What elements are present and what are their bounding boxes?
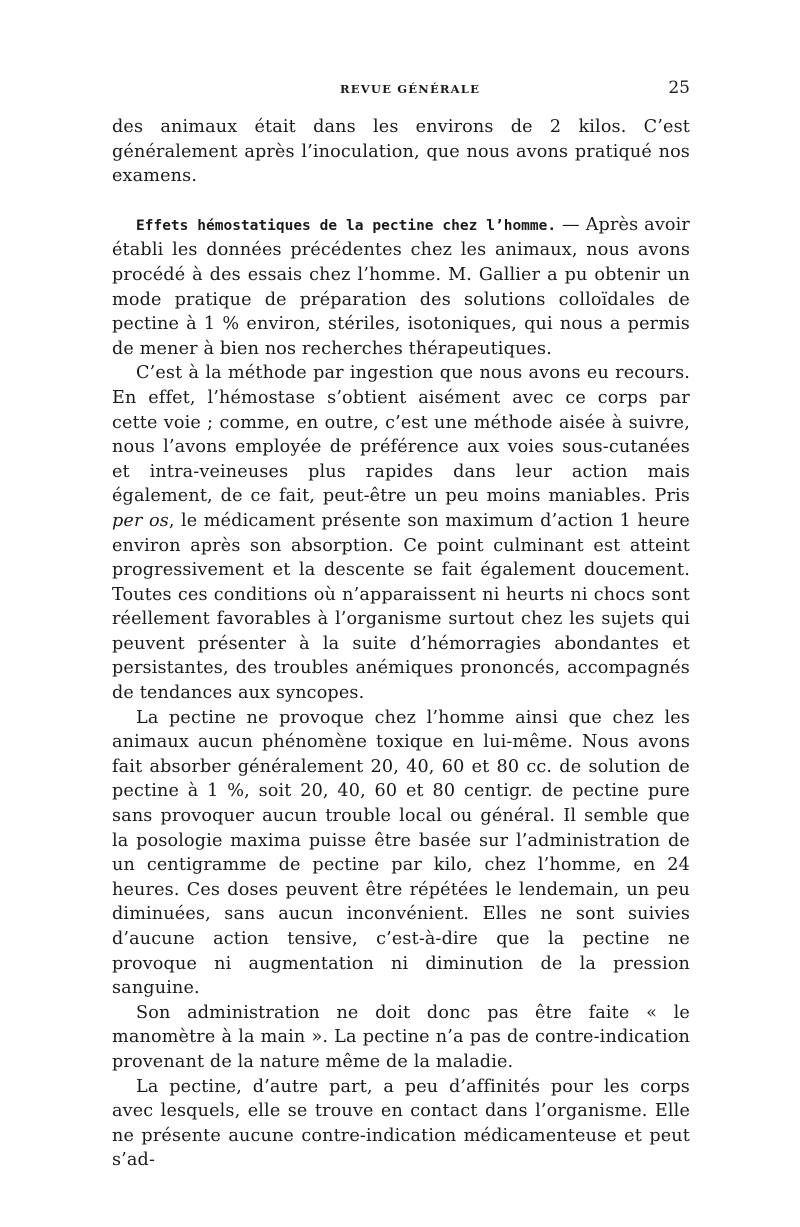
section-heading: Effets hémostatiques de la pectine chez l’homme. [136,217,557,234]
paragraph-5: Son administration ne doit donc pas être faite « le manomètre à la main ». La pectine n’a pas de contre-indication provenant de la nature même de la maladie. [112,1002,690,1072]
paragraph-2 [112,213,690,362]
page-number: 25 [668,78,690,98]
running-title: REVUE GÉNÉRALE [340,82,481,96]
page-header [112,78,690,102]
paragraph-3-text-b: , le médicament présente son maximum d’action 1 heure environ après son absorption. Ce point culminant est atteint progressivement et la descente se fait également doucement. Toutes ces conditions où n’apparaissent ni heurts ni chocs sont réellement favorables à l’organisme surtout chez les sujets qui peuvent présenter à la suite d’hémorragies abondantes et persistantes, des troubles anémiques prononcés, accompagnés de tendances aux syncopes. [112,510,690,704]
paragraph-1: des animaux était dans les environs de 2 kilos. C’est généralement après l’inoculation, que nous avons pratiqué nos examens. [112,117,690,187]
paragraph-3 [112,361,690,705]
paragraph-2-text: — Après avoir établi les données précédentes chez les animaux, nous avons procédé à des essais chez l’homme. M. Gallier a pu obtenir un mode pratique de préparation des solutions colloïdales de pectine à 1 % environ, stériles, isotoniques, qui nous a permis de mener à bien nos recherches thérapeutiques. [112,214,690,359]
paragraph-4: La pectine ne provoque chez l’homme ainsi que chez les animaux aucun phénomène toxique en lui-même. Nous avons fait absorber généralement 20, 40, 60 et 80 cc. de solution de pectine à 1 %, soit 20, 40, 60 et 80 centigr. de pectine pure sans provoquer aucun trouble local ou général. Il semble que la posologie maxima puisse être basée sur l’administration de un centigramme de pectine par kilo, chez l’homme, en 24 heures. Ces doses peuvent être répétées le lendemain, un peu diminuées, sans aucun inconvénient. Elles ne sont suivies d’aucune action tensive, c’est-à-dire que la pectine ne provoque ni augmentation ni diminution de la pression sanguine. [112,707,690,999]
paragraph-3-italic: per os [112,510,169,531]
paragraph-3-text-a: C’est à la méthode par ingestion que nous avons eu recours. En effet, l’hémostase s’obtient aisément avec ce corps par cette voie ; comme, en outre, c’est une méthode aisée à suivre, nous l’avons employée de préférence aux voies sous-cutanées et intra-veineuses plus rapides dans leur action mais également, de ce fait, peut-être un peu moins maniables. Pris [112,363,690,507]
body-text [112,115,690,1173]
paragraph-6: La pectine, d’autre part, a peu d’affinités pour les corps avec lesquels, elle se trouve en contact dans l’organisme. Elle ne présente aucune contre-indication médicamenteuse et peut s’ad- [112,1076,690,1171]
